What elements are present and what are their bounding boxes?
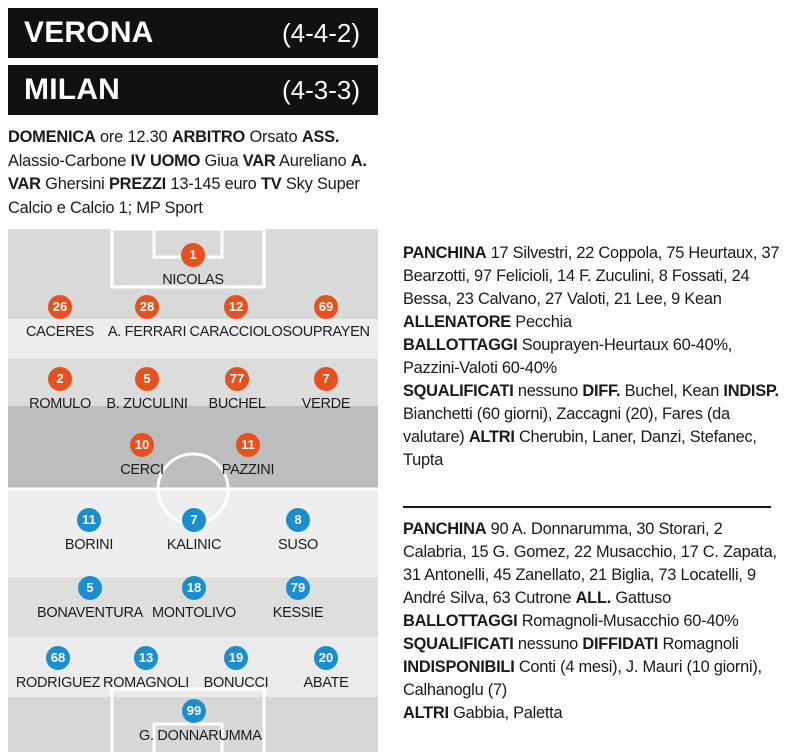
player-name: RODRIGUEZ [15, 675, 101, 691]
bench-list: 17 Silvestri, 22 Coppola, 75 Heurtaux, 37 Bearzotti, 97 Felicioli, 14 F. Zuculini, 8 Fossati, 24 Bessa, 23 Calvano, 27 Valoti, 21 Lee, 9 Kean [403, 244, 780, 308]
pitch [8, 229, 378, 752]
player-name: BUCHEL [208, 396, 266, 412]
home-forward [87, 433, 197, 478]
home-notes [403, 242, 788, 472]
player-name: B. ZUCULINI [106, 396, 188, 412]
prices-label: PREZZI [108, 175, 167, 193]
unavailable: Bianchetti (60 giorni), Zaccagni (20), Fares (da valutare) [403, 405, 730, 446]
suspended-label: SQUALIFICATI [403, 382, 514, 400]
player-number-badge: 2 [48, 367, 72, 391]
player-name: VERDE [301, 396, 351, 412]
player-name: KALINIC [166, 537, 222, 553]
unavailable-label: INDISPONIBILI [403, 658, 515, 676]
away-midfielder [139, 576, 249, 621]
player-name: NICOLAS [162, 272, 224, 288]
others-label: ALTRI [468, 428, 515, 446]
doubts: Souprayen-Heurtaux 60-40%, Pazzini-Valoti 60-40% [403, 336, 733, 377]
away-forward [243, 508, 353, 553]
warned-label: DIFFIDATI [582, 635, 659, 653]
player-number-badge: 5 [135, 367, 159, 391]
away-team-formation: (4-3-3) [281, 74, 360, 105]
player-number-badge: 10 [130, 433, 154, 457]
coach: Pecchia [515, 313, 572, 331]
match-info [8, 126, 380, 220]
player-number-badge: 26 [48, 295, 72, 319]
player-number-badge: 7 [314, 367, 338, 391]
assistants-label: ASS. [301, 128, 340, 146]
player-name: BORINI [64, 537, 114, 553]
kickoff-time: ore 12.30 [100, 128, 168, 146]
fourth-official: Giua [204, 151, 239, 170]
var-label: VAR [242, 151, 276, 170]
others: Cherubin, Laner, Danzi, Stefanec, Tupta [403, 428, 757, 469]
unavailable: Conti (4 mesi), J. Mauri (10 giorni), Calhanoglu (7) [403, 658, 762, 699]
coach: Gattuso [615, 589, 671, 607]
avar: Ghersini [45, 175, 105, 193]
avar-label: A. VAR [8, 151, 367, 193]
warned: Romagnoli [662, 635, 739, 653]
away-midfielder [243, 576, 353, 621]
player-number-badge: 11 [77, 508, 101, 532]
player-number-badge: 69 [314, 295, 338, 319]
fourth-official-label: IV UOMO [130, 151, 201, 170]
player-name: ROMAGNOLI [103, 675, 189, 691]
doubts: Romagnoli-Musacchio 60-40% [521, 612, 739, 630]
player-number-badge: 18 [182, 576, 206, 600]
home-forward [193, 433, 303, 478]
away-defender [271, 646, 378, 691]
player-name: CARACCIOLO [189, 324, 283, 340]
warned: Buchel, Kean [624, 382, 720, 400]
assistants: Alassio-Carbone [8, 151, 127, 170]
away-notes [403, 518, 788, 725]
player-number-badge: 11 [236, 433, 260, 457]
player-name: MONTOLIVO [151, 605, 237, 621]
home-team-formation: (4-4-2) [281, 17, 360, 48]
player-number-badge: 8 [286, 508, 310, 532]
player-number-badge: 28 [135, 295, 159, 319]
suspended: nessuno [517, 382, 579, 400]
home-defender [271, 295, 378, 340]
day-label: DOMENICA [8, 128, 96, 146]
away-forward [34, 508, 144, 553]
bench-label: PANCHINA [403, 520, 487, 538]
player-name: CERCI [120, 462, 164, 478]
away-midfielder [35, 576, 145, 621]
tv-label: TV [260, 175, 282, 193]
away-goalkeeper [139, 699, 262, 744]
var: Aureliano [278, 151, 347, 170]
player-number-badge: 99 [182, 699, 206, 723]
unavailable-label: INDISP. [723, 382, 779, 400]
others: Gabbia, Paletta [453, 704, 563, 722]
player-number-badge: 79 [286, 576, 310, 600]
player-number-badge: 5 [78, 576, 102, 600]
warned-label: DIFF. [582, 382, 621, 400]
tv: Sky Super Calcio e Calcio 1; MP Sport [8, 175, 360, 217]
doubts-label: BALLOTTAGGI [403, 336, 518, 354]
section-divider [403, 506, 771, 508]
coach-label: ALL. [575, 589, 612, 607]
player-number-badge: 68 [46, 646, 70, 670]
player-number-badge: 1 [181, 243, 205, 267]
player-number-badge: 13 [134, 646, 158, 670]
player-number-badge: 12 [224, 295, 248, 319]
player-name: SOUPRAYEN [282, 324, 370, 340]
player-name: BONAVENTURA [36, 605, 143, 621]
referee-label: ARBITRO [171, 128, 246, 146]
player-name: ROMULO [29, 396, 91, 412]
suspended-label: SQUALIFICATI [403, 635, 514, 653]
player-name: SUSO [278, 537, 318, 553]
home-goalkeeper [138, 243, 248, 288]
player-name: ABATE [303, 675, 349, 691]
player-number-badge: 7 [182, 508, 206, 532]
player-number-badge: 20 [314, 646, 338, 670]
away-team-bar [8, 65, 378, 115]
player-name: PAZZINI [221, 462, 275, 478]
bench-label: PANCHINA [403, 244, 487, 262]
player-name: BONUCCI [203, 675, 269, 691]
suspended: nessuno [517, 635, 579, 653]
player-number-badge: 77 [225, 367, 249, 391]
doubts-label: BALLOTTAGGI [403, 612, 518, 630]
player-name: KESSIE [272, 605, 324, 621]
player-name: A. FERRARI [107, 324, 187, 340]
player-name: CACERES [26, 324, 94, 340]
others-label: ALTRI [403, 704, 449, 722]
home-midfielder [271, 367, 378, 412]
coach-label: ALLENATORE [403, 313, 511, 331]
away-forward [139, 508, 249, 553]
away-team-name: MILAN [24, 73, 120, 106]
referee: Orsato [249, 128, 298, 146]
home-team-name: VERONA [24, 16, 154, 49]
bench-list: 90 A. Donnarumma, 30 Storari, 2 Calabria, 15 G. Gomez, 22 Musacchio, 17 C. Zapata, 31 Antonelli, 45 Zanellato, 21 Biglia, 73 Locatelli, 9 André Silva, 63 Cutrone [403, 520, 777, 607]
player-name: G. DONNARUMMA [139, 728, 262, 744]
player-number-badge: 19 [224, 646, 248, 670]
home-team-bar [8, 8, 378, 58]
prices: 13-145 euro [170, 175, 257, 193]
